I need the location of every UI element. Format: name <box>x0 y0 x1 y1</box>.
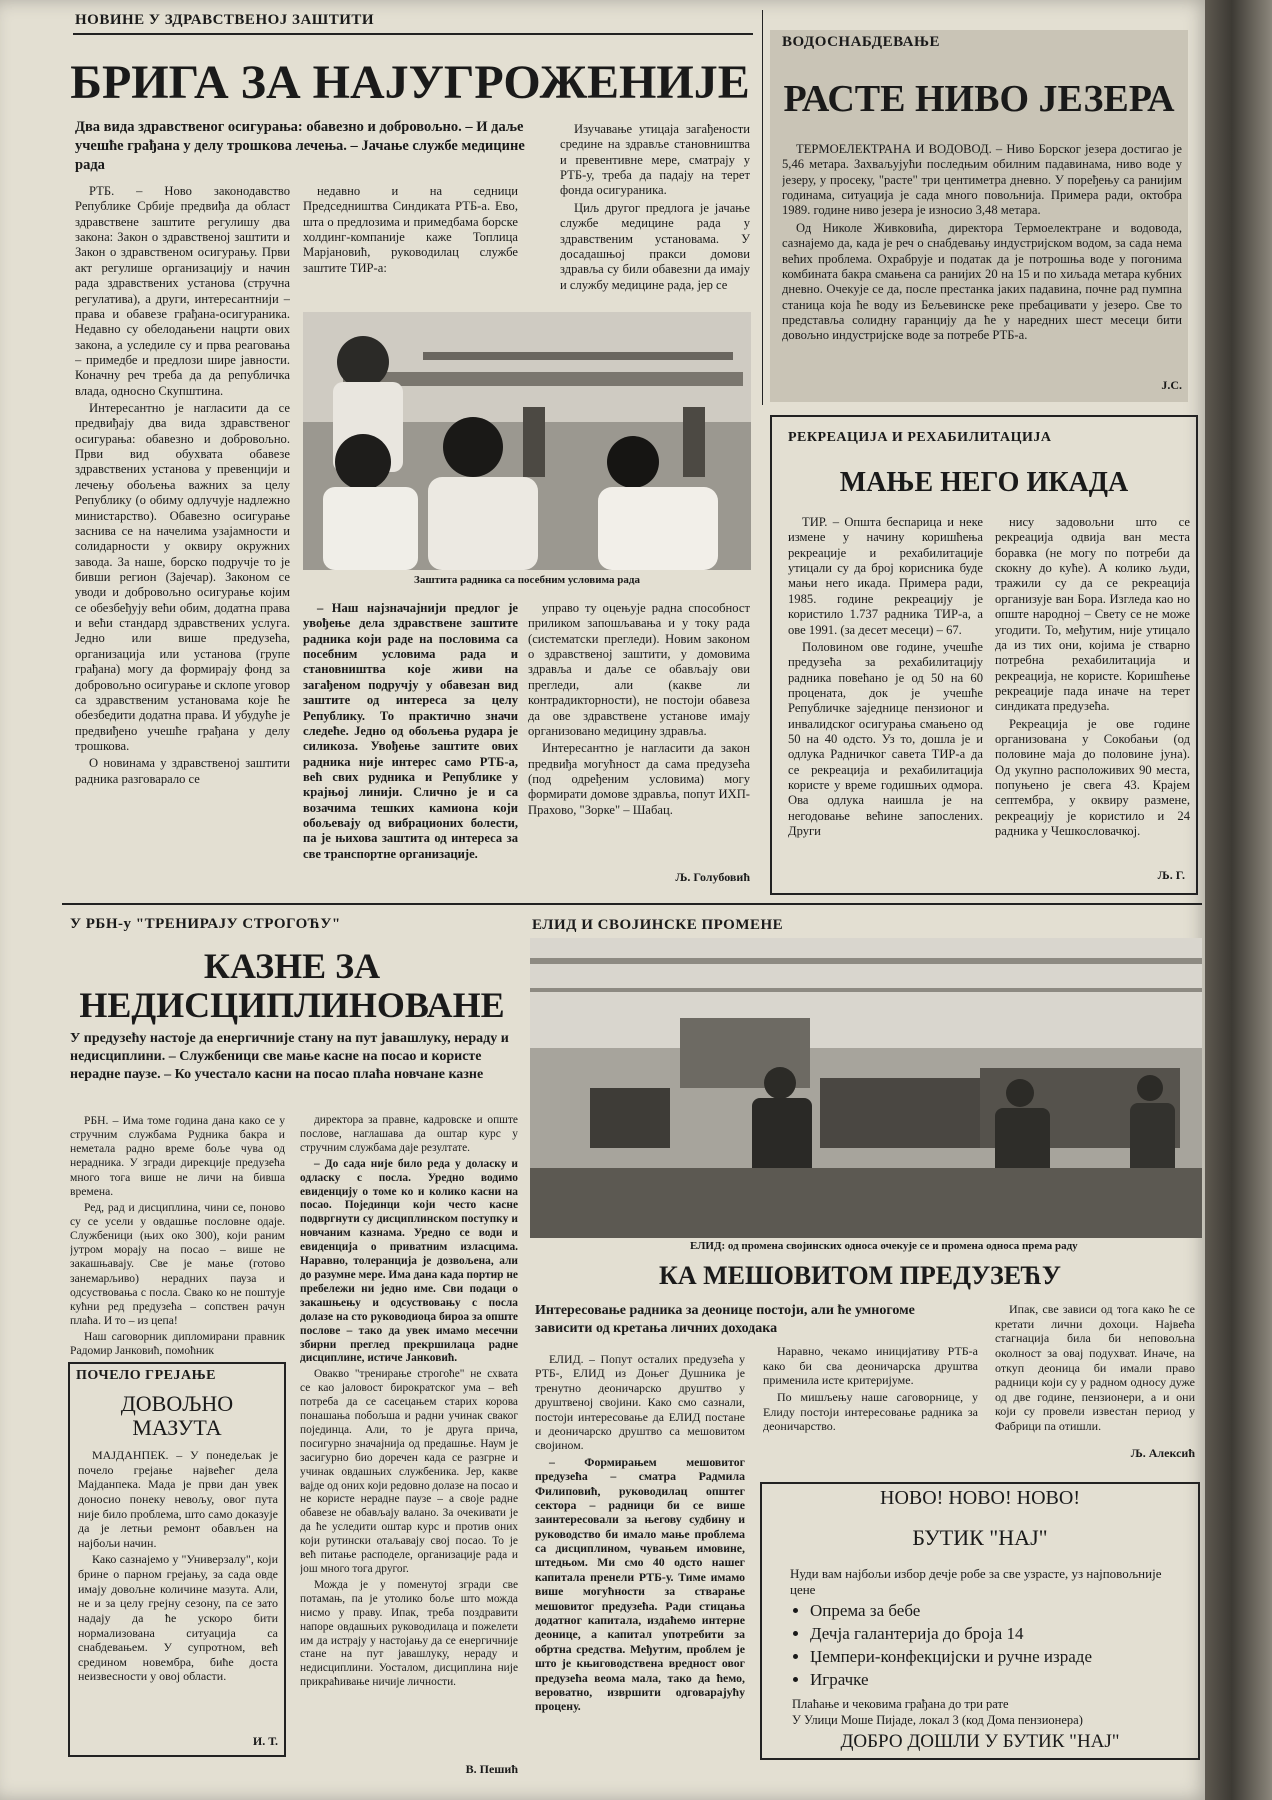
ad-item: • Играчке <box>810 1669 1192 1692</box>
health-column-3-bottom <box>528 601 750 867</box>
elid-deck: Интересовање радника за деонице постоји, али ће умногоме зависити од кретања личних доходака <box>535 1303 915 1337</box>
rbn-column-2 <box>300 1114 518 1754</box>
health-column-2-top <box>303 184 518 296</box>
divider <box>73 33 753 35</box>
elid-kicker: ЕЛИД И СВОЈИНСКЕ ПРОМЕНЕ <box>532 917 784 933</box>
health-headline: БРИГА ЗА НАЈУГРОЖЕНИЈЕ <box>70 56 750 109</box>
elid-photo-caption: ЕЛИД: од промена својинских односа очекује се и промена односа према раду <box>690 1240 1078 1252</box>
health-column-1 <box>75 184 290 892</box>
recreation-column-2 <box>995 515 1190 865</box>
water-body <box>782 142 1182 382</box>
health-signature: Љ. Голубовић <box>675 870 750 884</box>
heating-paragraph: Како сазнајемо у "Универзалу", који брине о парном грејању, за сада овде имају довољне количине мазута. Али, не и за целу грејну сезону, па се зато надају да ће ускоро бити нормализована ситуација са снабдевањем. У супротном, већ средином новембра, биће доста неизвесности у овој области. <box>78 1552 278 1684</box>
rbn-paragraph: Ред, рад и дисциплина, чини се, поново су се усели у овдашње пословне одаје. Службеници (њих око 300), који раним јутром морају на посао – више не закашњавају. Све је мање (готово занемарљиво) нерадних пауза и одсуствовања с посла. Свако ко не поштује кућни ред предузећа – сопствен рачун плаћа. И то – из цепа! <box>70 1200 285 1327</box>
ad-boutique-name: БУТИК "НАЈ" <box>912 1525 1048 1550</box>
recreation-paragraph: Рекреација је ове године организована у Сокобањи (од половине маја до половине јуна). Од укупно расположивих 90 места, попуњено је свега 43. Крајем септембра, у оквиру размене, рекреацију је користило и 24 радника у Чешкословачкој. <box>995 716 1190 839</box>
rbn-headline-line-2: НЕДИСЦИПЛИНОВАНЕ <box>79 985 505 1025</box>
health-photo-caption: Заштита радника са посебним условима рада <box>414 574 640 586</box>
health-paragraph: Циљ другог предлога је јачање службе медицине рада у здравственим установама. У досадашњој пракси домови здравља су били обавезни да имају и службу медицине рада, јер се <box>560 200 750 292</box>
elid-column-1 <box>535 1352 745 1770</box>
ad-payment: Плаћање и чековима грађана до три рате <box>792 1697 1009 1711</box>
rbn-kicker: У РБН-у "ТРЕНИРАЈУ СТРОГОЋУ" <box>70 916 341 932</box>
health-column-2-bottom <box>303 601 518 883</box>
ad-top-line: НОВО! НОВО! НОВО! <box>880 1487 1080 1509</box>
factory-floor-photo <box>530 938 1202 1238</box>
rbn-paragraph: РБН. – Има томе година дана како се у стручним службама Рудника бакра и неметала радно време боље чува од нерадника. У згради дирекције предузећа много тога више не личи на бивша времена. <box>70 1114 285 1198</box>
elid-paragraph: – Формирањем мешовитог предузећа – сматра Радмила Филиповић, руководилац општег сектора – радници би се више заинтересовали за његову судбину и руководство би имало мање проблема са дисциплином, чувањем имовине, штедњом. Ми смо 40 одсто нашег капитала пренели РТБ-у. Тиме имамо више могућности за стварање мешовитог предузећа. Ради стицања додатног капитала, издаћемо интерне деонице, а капитал употребити за обртна средства. Међутим, проблем је што је књиговодствена вредност овог предузећа веома мала, тако да ћемо, вероватно, извршити одговарајућу процену. <box>535 1454 745 1714</box>
health-paragraph: О новинама у здравственој заштити радника разговарало се <box>75 756 290 786</box>
rbn-paragraph: – До сада није било реда у доласку и одласку с посла. Уредно водимо евиденцију о томе ко и колико касни на посао. Појединци који често касне подвргнути су дисциплинском поступку и новчаним казнама. Уредно се води и евиденција о приватним изласцима. Наравно, толеранција је дозвољена, али до разумне мере. Има дана када портир не пребележи ни једно име. Сви подаци о закашњењу и одсуствовању с посла долазе на сто руководиоца бироа за опште послове – тако да увек имамо месечни збирни преглед прекршилаца радне дисциплине, истиче Јанковић. <box>300 1157 518 1365</box>
health-paragraph: – Наш најзначајнији предлог је увођење дела здравствене заштите радника који раде на пословима са посебним условима рада и становништва које живи на загађеном подручју у обавезан вид заштите од интереса за целу Републику. То практично значи следеће. Једно од обољења рудара је силикоза. Увођење заштите ових радника није интерес само РТБ-а, већ свих рудника и Републике у крајњој линији. Слично је и са возачима тешких камиона који обољевају од вибрационих болести, па је њихова заштита од интереса за све транспортне организације. <box>303 601 518 861</box>
elid-paragraph: ЕЛИД. – Попут осталих предузећа у РТБ-, ЕЛИД из Доњег Душника је тренутно деоничарско друштво у друштвеној својини. Како смо сазнали, постоји интересовање да ЕЛИД постане и деоничарско друштво са мешовитом својином. <box>535 1352 745 1453</box>
water-paragraph: ТЕРМОЕЛЕКТРАНА И ВОДОВОД. – Ниво Борског језера достигао је 5,46 метара. Захваљујући последњим обилним падавинама, ниво воде у језеру, у просеку, "расте" три центиметра дневно. У поређењу са ранијим годинама, ситуација је сада много повољнија. Примера ради, октобра 1989. године ниво језера је износио 3,48 метара. <box>782 142 1182 218</box>
elid-column-2 <box>763 1344 978 1464</box>
divider <box>762 10 763 405</box>
elid-column-3 <box>995 1302 1195 1452</box>
health-paragraph: Изучавање утицаја загађености средине на здравље становништва и превентивне мере, сматрају у РТБ-у, треба да падају на терет фонда осигураника. <box>560 122 750 198</box>
health-paragraph: РТБ. – Ново законодавство Републике Србије предвиђа да област здравствене заштите регулишу два закона: Закон о здравственој заштити и Закон о здравственом осигурању. Први акт регулише организацију и начин рада здравствених установа (стручна регулатива), а други, интересантнији – права и обавезе грађана-осигураника. Недавно су обелодањени нацрти ових закона, а уследиле су и прва реаговања – примедбе и предлози шире јавности. Коначну реч треба да да републичка влада, односно Скупштина. <box>75 184 290 398</box>
ad-item: • Дечја галантерија до броја 14 <box>810 1623 1192 1646</box>
heating-headline-line-1: ДОВОЉНО <box>120 1391 234 1416</box>
health-kicker: НОВИНЕ У ЗДРАВСТВЕНОЈ ЗАШТИТИ <box>75 12 375 28</box>
elid-signature: Љ. Алексић <box>1130 1446 1195 1460</box>
ad-address: У Улици Моше Пијаде, локал 3 (код Дома пензионера) <box>792 1713 1083 1727</box>
rbn-paragraph: директора за правне, кадровске и опште послове, наглашава да оштар курс у стручним службама даје резултате. <box>300 1114 518 1154</box>
health-column-3-top <box>560 122 750 302</box>
ad-intro: Нуди вам најбољи избор дечје робе за све узрасте, уз најповољније цене <box>790 1566 1162 1598</box>
rbn-signature: В. Пешић <box>465 1762 518 1776</box>
ad-item: • Опрема за бебе <box>810 1600 1192 1623</box>
elid-paragraph: Ипак, све зависи од тога како ће се кретати лични дохоци. Највећа стагнација била би неповољна околност за овај подухват. Иначе, на откуп деоница би имали право радници који су у радном односу дуже од две године, пензионери, а и они који су провели известан период у Фабрици па отишли. <box>995 1302 1195 1433</box>
rbn-headline-line-1: КАЗНЕ ЗА <box>203 946 381 986</box>
health-deck: Два вида здравственог осигурања: обавезно и добровољно. – И даље учешће грађана у делу трошкова лечења. – Јачање службе медицине рада <box>75 119 525 173</box>
health-paragraph: Интересантно је нагласити да закон предвиђа могућност да сама предузећа (под одређеним условима) могу формирати домове здравља, попут ИХП-Прахово, "Зорке" – Шабац. <box>528 741 750 817</box>
recreation-paragraph: Половином ове године, учешће предузећа за рехабилитацију радника повећано је од 50 на 60 процената, док је учешће Републичке заједнице пензионог и инвалидског осигурања смањено од 50 на 40 одсто. Уз то, дошла је и одлука Радничког савета ТИР-а да се рекреација и рехабилитација користе у време годишњих одмора. Ова одлука наишла је на негодовање већине запослених. Други <box>788 639 983 839</box>
elid-paragraph: Наравно, чекамо иницијативу РТБ-а како би сва деоничарска друштва применила исте критеријуме. <box>763 1344 978 1388</box>
recreation-paragraph: ТИР. – Општа беспарица и неке измене у начину коришћења рекреације и рехабилитације утицали су да број корисника буде мањи него икада. Примера ради, 1985. године рекреацију је користило 1.737 радника ТИР-а, а ове 1991. (за десет месеци) – 67. <box>788 515 983 637</box>
recreation-signature: Љ. Г. <box>1157 868 1185 882</box>
heating-paragraph: МАЈДАНПЕК. – У понедељак је почело грејање највећег дела Мајданпека. Мада је први дан увек доносио понеку невољу, овог пута није било проблема, што само доказује да је летњи ремонт обављен на најбољи начин. <box>78 1448 278 1550</box>
ad-item-list <box>792 1600 1192 1692</box>
recreation-column-1 <box>788 515 983 885</box>
water-headline: РАСТЕ НИВО ЈЕЗЕРА <box>783 78 1175 120</box>
recreation-headline: МАЊЕ НЕГО ИКАДА <box>839 467 1129 498</box>
rbn-paragraph: Овакво "тренирање строгоће" не схвата се као јаловост бирократског ума – већ потреба да се сасецањем старих корова понашања побољша и радни учинак сваког појединца. Али, то је друга прича, посигурно значајнија од предашње. Наум је засигурно био доречен када се разгрне и учинак овдашњих службеника. Јер, какве вајде од оних који редовно долазе на посао и не користе нерадне паузе – а своје радне обавезе не обављају валано. За очекивати је да ће уследити оштар курс и против оних који рутински отаљавају свој посао. То је већ питање расподеле, организације рада и још много тога другог. <box>300 1368 518 1575</box>
health-paragraph: недавно и на седници Председништва Синдиката РТБ-а. Ево, шта о предлозима и примедбама борске холдинг-компаније каже Топлица Марјановић, руководилац службе заштите ТИР-а: <box>303 184 518 275</box>
ad-item: • Џемпери-конфекцијски и ручне израде <box>810 1646 1192 1669</box>
heating-kicker: ПОЧЕЛО ГРЕЈАЊЕ <box>76 1368 216 1383</box>
rbn-paragraph: Наш саговорник дипломирани правник Радомир Јанковић, помоћник <box>70 1330 285 1358</box>
rbn-paragraph: Можда је у поменутој згради све потамањ, па је утолико боље што можда нисмо у праву. Ипак, треба поздравити напоре овдашњих руководилаца и пожелети им да истрају у настојању да се енергичније стане на пут јавашлуку, нераду и недисциплини. Уосталом, дисциплина није прикраћивање ничије личности. <box>300 1578 518 1689</box>
elid-headline: КА МЕШОВИТОМ ПРЕДУЗЕЋУ <box>659 1261 1061 1290</box>
health-paragraph: управо ту оцењује радна способност приликом запошљавања и у току рада (систематски прегледи). Новим законом о здравственој заштити, у домовима здравља и даље се обављају ови прегледи, али (какве ли контрадикторности), не постоји обавеза да ове здравствене установе имају организовано медицину здравља. <box>528 601 750 738</box>
heating-headline-line-2: МАЗУТА <box>132 1415 222 1440</box>
page-edge <box>1205 0 1272 1800</box>
recreation-paragraph: нису задовољни што се рекреација одвија ван места боравка (не могу по потреби да скокну до куће). А колико људи, тражили су да се рекреација организује ван Бора. Изгледа као но опште народној – Свету се не може угодити. То, међутим, није утицало да из тих они, којима је стварно потребна рехабилитација и рекреација, не користе. Коришћење рекреације пада иначе на терет синдиката предузећа. <box>995 515 1190 714</box>
heating-signature: И. Т. <box>252 1734 278 1748</box>
water-signature: Ј.С. <box>1161 378 1182 392</box>
health-photo <box>303 312 751 570</box>
elid-paragraph: По мишљењу наше саговорнице, у Елиду постоји интересовање радника за деоничарство. <box>763 1389 978 1434</box>
divider <box>62 903 1202 905</box>
rbn-column-1 <box>70 1114 285 1364</box>
recreation-kicker: РЕКРЕАЦИЈА И РЕХАБИЛИТАЦИЈА <box>788 430 1052 445</box>
water-paragraph: Од Николе Живковића, директора Термоелектране и водовода, сазнајемо да, када је реч о снабдевању индустријском водом, за сада нема већих проблема. Охрабрује и податак да је потрошња воде у погонима комбината бакра смањена са ранијих 20 на 15 и по хиљада метара кубних дневно. Очекује се да, после престанка јаких падавина, почне рад пумпна станица која ће воду из Бељевинске реке пребацивати у језеро. Све то представља солидну гаранцију да ће у наредних шест месеци бити довољно индустријске воде за потребе РТБ-а. <box>782 220 1182 343</box>
ad-welcome: ДОБРО ДОШЛИ У БУТИК "НАЈ" <box>840 1731 1120 1752</box>
heating-body <box>78 1448 278 1728</box>
elid-photo <box>530 938 1202 1238</box>
rbn-deck: У предузећу настоје да енергичније стану на пут јавашлуку, нераду и недисциплини. – Службеници све мање касне на посао и користе нерадне паузе. – Ко учестало касни на посао плаћа новчане казне <box>70 1031 509 1083</box>
eye-exam-photo <box>303 312 751 570</box>
health-paragraph: Интересантно је нагласити да се предвиђају два вида здравственог осигурања: обавезно и добровољно. Први вид обухвата обавезе здравствених установа у превенцији и лечењу обољења важних за целу Републику (о обиму одлучује надлежно министарство). Обавезно осигурање заснива се на начелима узајамности и солидарности у оквиру окружних завода. За наше, борско подручје то је бивши регион (Зајечар). Законом се уводи и добровољно осигурање којим се обезбеђују већи обим, додатна права и већи стандард здравствених услуга. Једно или више предузећа, организација или установа (групе грађана) могу да формирају фонд за добровољно осигурање и склопе уговор са здравственим установама које ће обезбедити додатна права. И убудуће је предвиђено учешће грађана у делу трошкова. <box>75 401 290 753</box>
water-kicker: ВОДОСНАБДЕВАЊЕ <box>782 34 941 50</box>
